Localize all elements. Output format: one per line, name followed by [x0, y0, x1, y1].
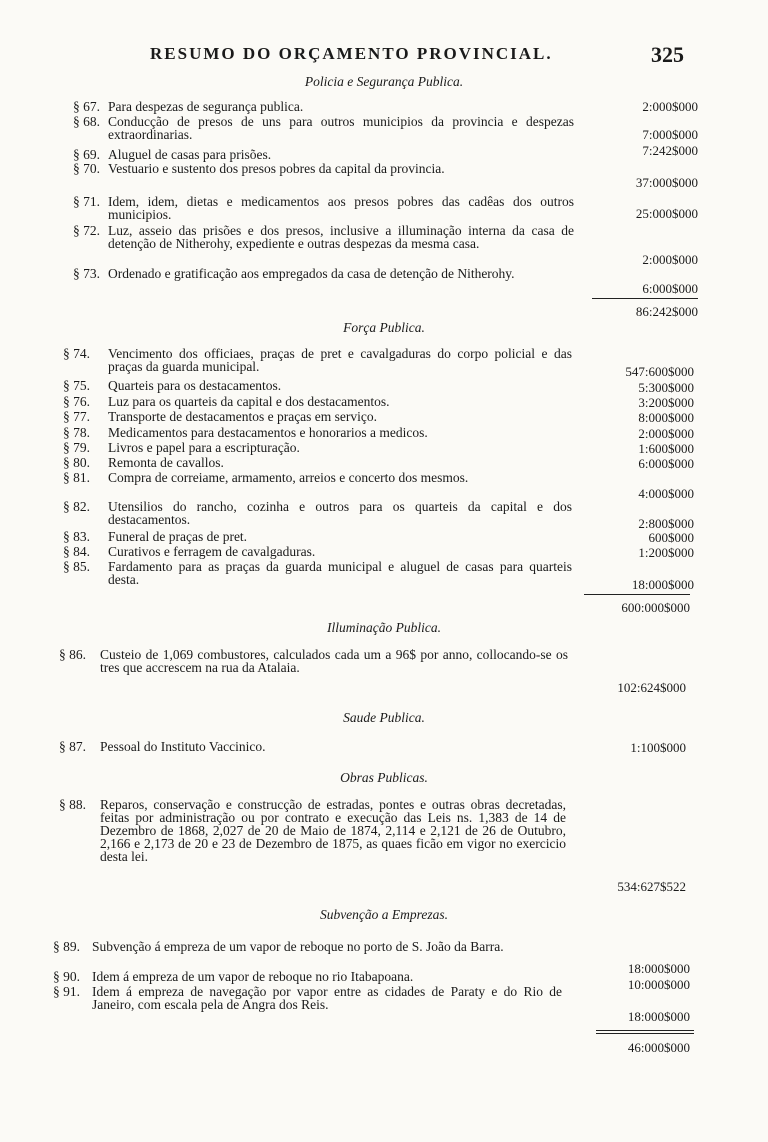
section-title: Saude Publica. [343, 710, 425, 725]
page-header [0, 44, 768, 68]
item-number: § 81. [63, 470, 90, 485]
item-amount: 2:800$000 [638, 516, 694, 531]
item-amount: 25:000$000 [635, 206, 698, 221]
page-title: RESUMO DO ORÇAMENTO PROVINCIAL. [150, 44, 553, 63]
total-rule [596, 1033, 694, 1034]
item-description: Compra de correiame, armamento, arreios e concerto dos mesmos. [108, 470, 469, 485]
total-rule [584, 594, 690, 595]
item-description: Pessoal do Instituto Vaccinico. [100, 739, 266, 754]
item-description: Idem á empreza de navegação por vapor entre as cidades de Paraty e do Rio de Janeiro, com escala pela de Angra dos Reis. [92, 984, 562, 1012]
item-number: § 71. [73, 194, 100, 209]
item-description: Luz para os quarteis da capital e dos destacamentos. [108, 394, 390, 409]
item-amount: 6:000$000 [642, 281, 698, 296]
item-amount: 547:600$000 [625, 364, 694, 379]
item-description: Vencimento dos officiaes, praças de pret e cavalgaduras do corpo policial e das praças da guarda municipal. [108, 346, 572, 374]
item-number: § 77. [63, 409, 90, 424]
item-number: § 88. [59, 797, 86, 812]
item-description: Transporte de destacamentos e praças em serviço. [108, 409, 378, 424]
section-title: Obras Publicas. [340, 770, 428, 785]
item-amount: 8:000$000 [638, 410, 694, 425]
item-number: § 68. [73, 114, 100, 129]
item-description: Medicamentos para destacamentos e honorarios a medicos. [108, 425, 428, 440]
section-total: 600:000$000 [621, 600, 690, 615]
item-amount: 7:242$000 [642, 143, 698, 158]
item-amount: 7:000$000 [642, 127, 698, 142]
item-description: Subvenção á empreza de um vapor de reboque no porto de S. João da Barra. [92, 939, 504, 954]
item-description: Remonta de cavallos. [108, 455, 224, 470]
section-total: 86:242$000 [635, 304, 698, 319]
item-number: § 83. [63, 529, 90, 544]
item-amount: 4:000$000 [638, 486, 694, 501]
item-description: Conducção de presos de uns para outros municipios da provincia e despezas extraordinarias. [108, 114, 574, 142]
item-description: Para despezas de segurança publica. [108, 99, 304, 114]
section-title: Illuminação Publica. [327, 620, 441, 635]
item-amount: 2:000$000 [642, 99, 698, 114]
item-description: Idem á empreza de um vapor de reboque no rio Itabapoana. [92, 969, 414, 984]
item-number: § 80. [63, 455, 90, 470]
total-rule [596, 1030, 694, 1031]
item-description: Aluguel de casas para prisões. [108, 147, 272, 162]
item-description: Luz, asseio das prisões e dos presos, inclusive a illuminação interna da casa de detenção de Nitherohy, expediente e outras despezas da mesma casa. [108, 223, 574, 251]
item-description: Reparos, conservação e construcção de estradas, pontes e outras obras decretadas, feitas por administração ou por contrato e execução das Leis ns. 1,383 de 14 de Dezembro de 1868, 2,027 de 20 de Maio de 1874, 2,114 e 2,121 de 26 de Outubro, 2,166 e 2,173 de 20 e 23 de Dezembro de 1875, as quaes ficão em vigor no exercicio desta lei. [100, 797, 566, 864]
item-number: § 67. [73, 99, 100, 114]
item-number: § 69. [73, 147, 100, 162]
item-number: § 75. [63, 378, 90, 393]
section-total: 46:000$000 [627, 1040, 690, 1055]
item-amount: 2:000$000 [638, 426, 694, 441]
item-number: § 76. [63, 394, 90, 409]
item-number: § 89. [53, 939, 80, 954]
total-rule [592, 298, 698, 299]
item-number: § 74. [63, 346, 90, 361]
item-number: § 90. [53, 969, 80, 984]
item-amount: 18:000$000 [627, 1009, 690, 1024]
item-description: Custeio de 1,069 combustores, calculados cada um a 96$ por anno, collocando-se os tres que accrescem na rua da Atalaia. [100, 647, 568, 675]
item-description: Utensilios do rancho, cozinha e outros para os quarteis da capital e dos destacamentos. [108, 499, 572, 527]
item-number: § 85. [63, 559, 90, 574]
item-number: § 70. [73, 161, 100, 176]
item-amount: 5:300$000 [638, 380, 694, 395]
item-amount: 102:624$000 [617, 680, 686, 695]
item-amount: 37:000$000 [635, 175, 698, 190]
item-number: § 82. [63, 499, 90, 514]
item-description: Livros e papel para a escripturação. [108, 440, 300, 455]
item-amount: 18:000$000 [631, 577, 694, 592]
page-number: 325 [651, 42, 684, 67]
item-number: § 78. [63, 425, 90, 440]
item-amount: 534:627$522 [617, 879, 686, 894]
section-title: Policia e Segurança Publica. [304, 74, 464, 89]
item-amount: 10:000$000 [627, 977, 690, 992]
section-title: Subvenção a Emprezas. [319, 907, 449, 922]
item-amount: 6:000$000 [638, 456, 694, 471]
item-amount: 1:200$000 [638, 545, 694, 560]
item-description: Vestuario e sustento dos presos pobres da capital da provincia. [108, 161, 445, 176]
item-amount: 600$000 [648, 530, 694, 545]
item-amount: 1:600$000 [638, 441, 694, 456]
item-amount: 1:100$000 [630, 740, 686, 755]
item-description: Ordenado e gratificação aos empregados da casa de detenção de Nitherohy. [108, 266, 515, 281]
item-amount: 18:000$000 [627, 961, 690, 976]
item-number: § 73. [73, 266, 100, 281]
item-number: § 86. [59, 647, 86, 662]
item-amount: 2:000$000 [642, 252, 698, 267]
item-number: § 72. [73, 223, 100, 238]
item-amount: 3:200$000 [638, 395, 694, 410]
item-number: § 84. [63, 544, 90, 559]
item-number: § 79. [63, 440, 90, 455]
item-number: § 91. [53, 984, 80, 999]
item-description: Funeral de praças de pret. [108, 529, 248, 544]
item-description: Quarteis para os destacamentos. [108, 378, 282, 393]
item-description: Idem, idem, dietas e medicamentos aos presos pobres das cadêas dos outros municipios. [108, 194, 574, 222]
item-description: Curativos e ferragem de cavalgaduras. [108, 544, 316, 559]
item-description: Fardamento para as praças da guarda municipal e aluguel de casas para quarteis desta. [108, 559, 572, 587]
section-title: Força Publica. [343, 320, 425, 335]
item-number: § 87. [59, 739, 86, 754]
